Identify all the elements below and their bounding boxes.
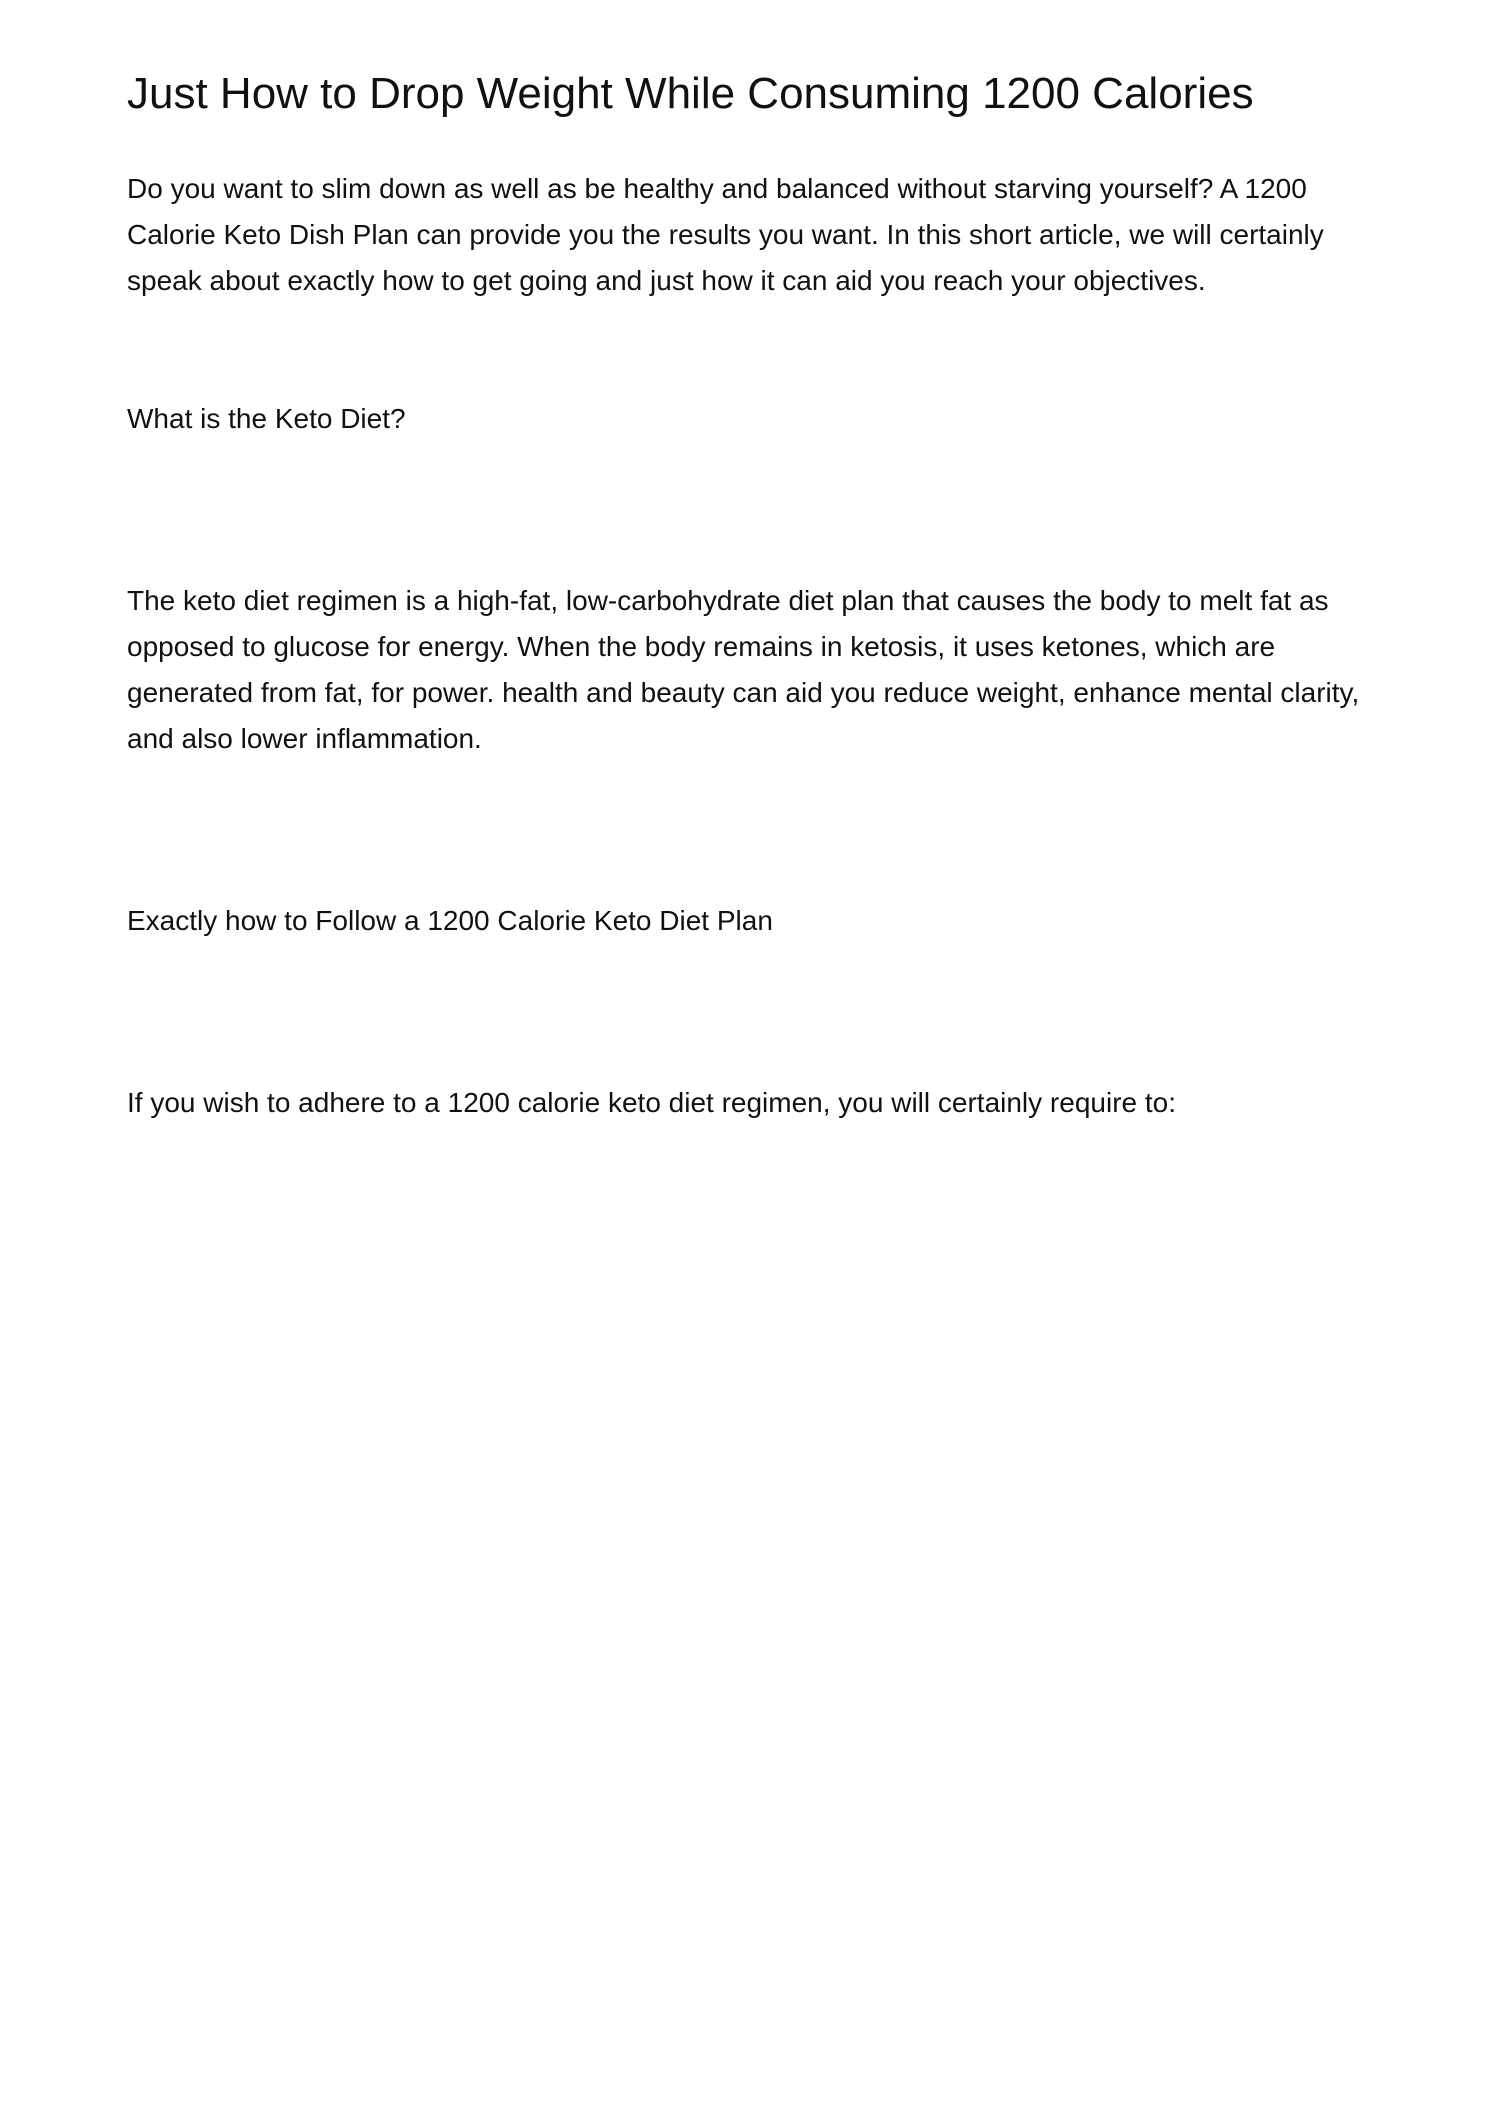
what-is-keto-heading: What is the Keto Diet? bbox=[127, 403, 406, 434]
intro-paragraph: Do you want to slim down as well as be healthy and balanced without starving yourself? A 1200 Calorie Keto Dish Plan can provide you the results you want. In this short article, we will certainly speak about exactly how to get going and just how it can aid you reach your objectives. bbox=[127, 173, 1324, 296]
keto-description-paragraph: The keto diet regimen is a high-fat, low-carbohydrate diet plan that causes the body to melt fat as opposed to glucose for energy. When the body remains in ketosis, it uses ketones, which are generated from fat, for power. health and beauty can aid you reduce weight, enhance mental clarity, and also lower inflammation. bbox=[127, 585, 1360, 754]
follow-plan-heading: Exactly how to Follow a 1200 Calorie Keto Diet Plan bbox=[127, 905, 773, 936]
page-title: Just How to Drop Weight While Consuming 1200 Calories bbox=[127, 69, 1254, 118]
requirements-intro-paragraph: If you wish to adhere to a 1200 calorie keto diet regimen, you will certainly require to: bbox=[127, 1087, 1177, 1118]
